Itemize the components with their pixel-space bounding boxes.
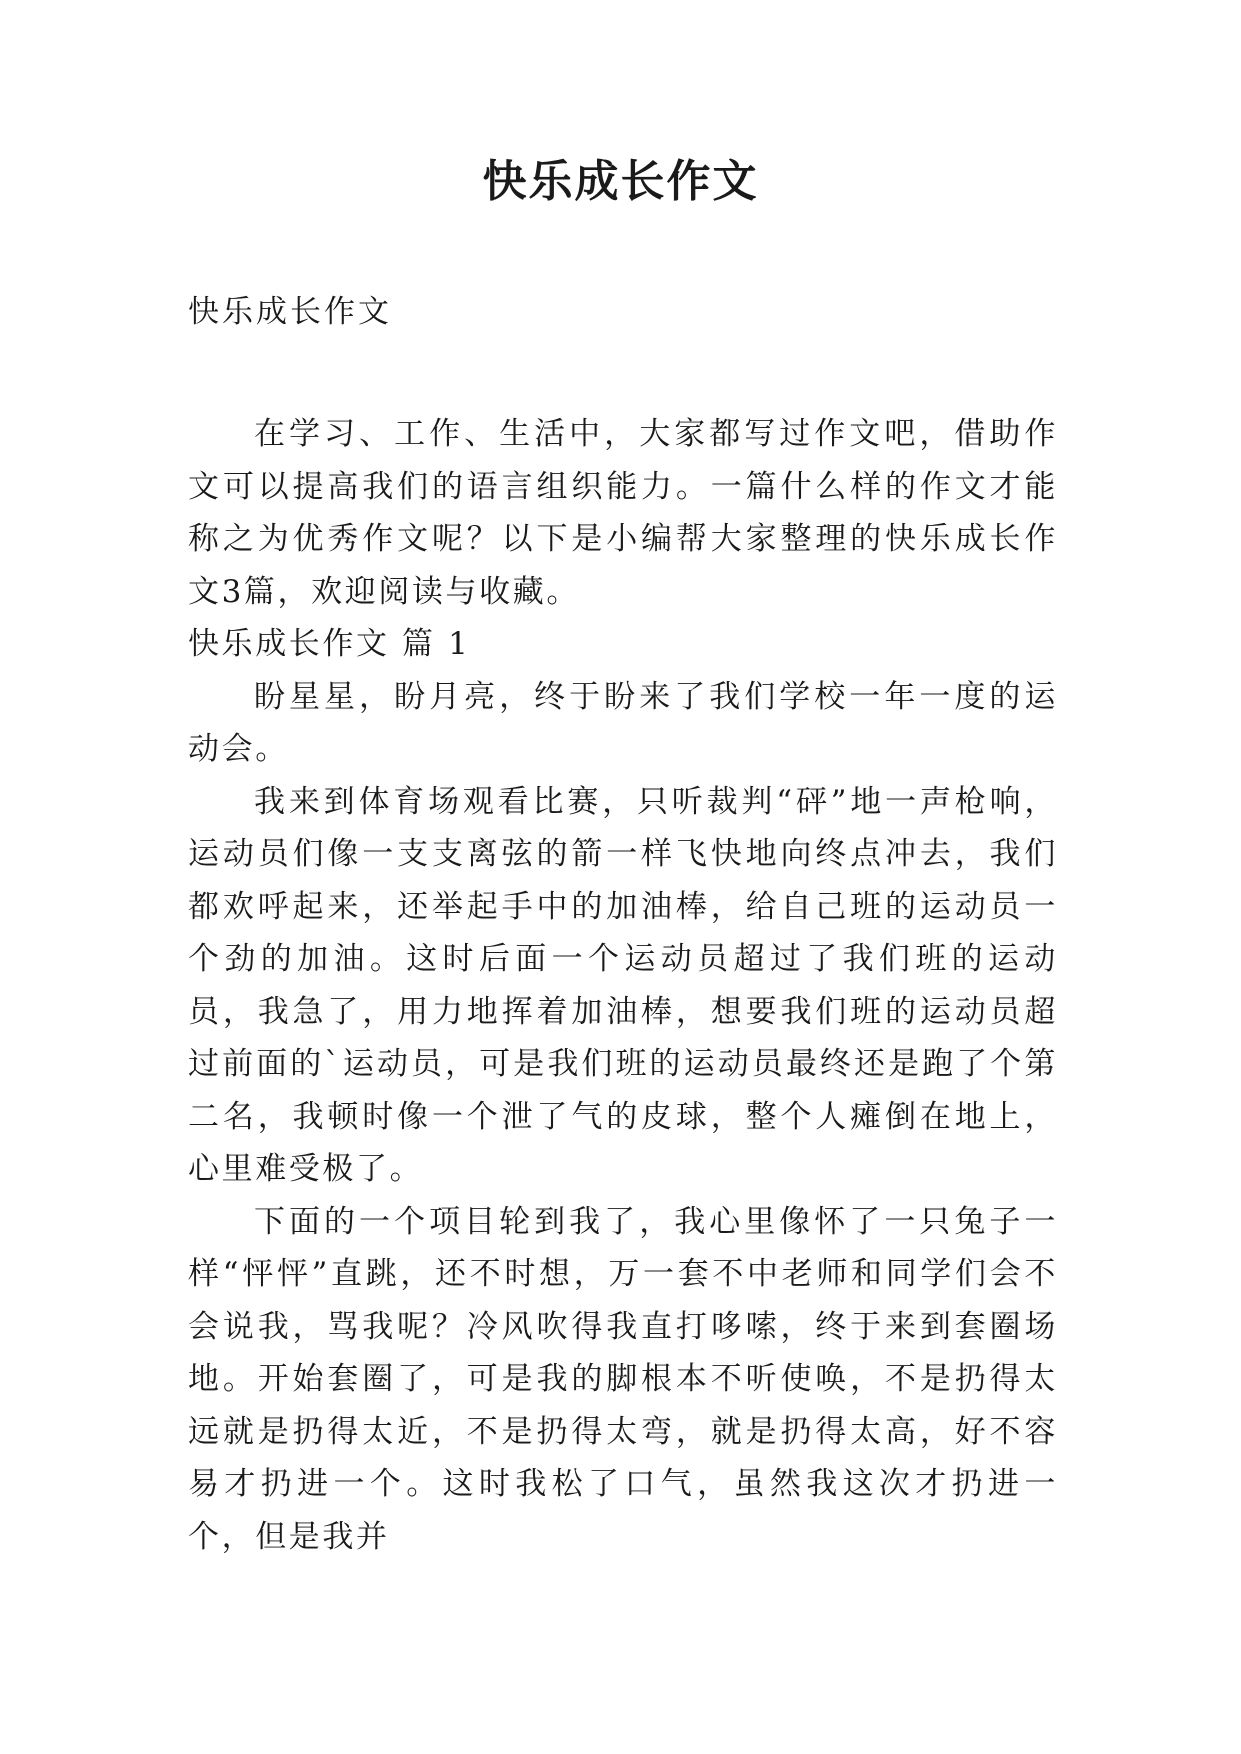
document-title: 快乐成长作文 bbox=[482, 156, 759, 207]
body-paragraph-3: 下面的一个项目轮到我了，我心里像怀了一只兔子一样“怦怦”直跳，还不时想，万一套不中老师和同学们会不会说我，骂我呢？冷风吹得我直打哆嗦，终于来到套圈场地。开始套圈了，可是我的脚根本不听使唤，不是扔得太远就是扔得太近，不是扔得太弯，就是扔得太高，好不容易才扔进一个。这时我松了口气，虽然我这次才扔进一个，但是我并 bbox=[188, 1203, 1058, 1555]
document-subtitle: 快乐成长作文 bbox=[188, 294, 392, 330]
body-paragraph-1: 盼星星，盼月亮，终于盼来了我们学校一年一度的运动会。 bbox=[188, 678, 1058, 767]
intro-paragraph: 在学习、工作、生活中，大家都写过作文吧，借助作文可以提高我们的语言组织能力。一篇什么样的作文才能称之为优秀作文呢？以下是小编帮大家整理的快乐成长作文3篇，欢迎阅读与收藏。 bbox=[188, 416, 1058, 610]
section-heading: 快乐成长作文 篇 1 bbox=[188, 626, 471, 662]
document-body bbox=[188, 408, 1058, 1563]
body-paragraph-2: 我来到体育场观看比赛，只听裁判“砰”地一声枪响，运动员们像一支支离弦的箭一样飞快地向终点冲去，我们都欢呼起来，还举起手中的加油棒，给自己班的运动员一个劲的加油。这时后面一个运动员超过了我们班的运动员，我急了，用力地挥着加油棒，想要我们班的运动员超过前面的`运动员，可是我们班的运动员最终还是跑了个第二名，我顿时像一个泄了气的皮球，整个人瘫倒在地上，心里难受极了。 bbox=[188, 783, 1058, 1187]
